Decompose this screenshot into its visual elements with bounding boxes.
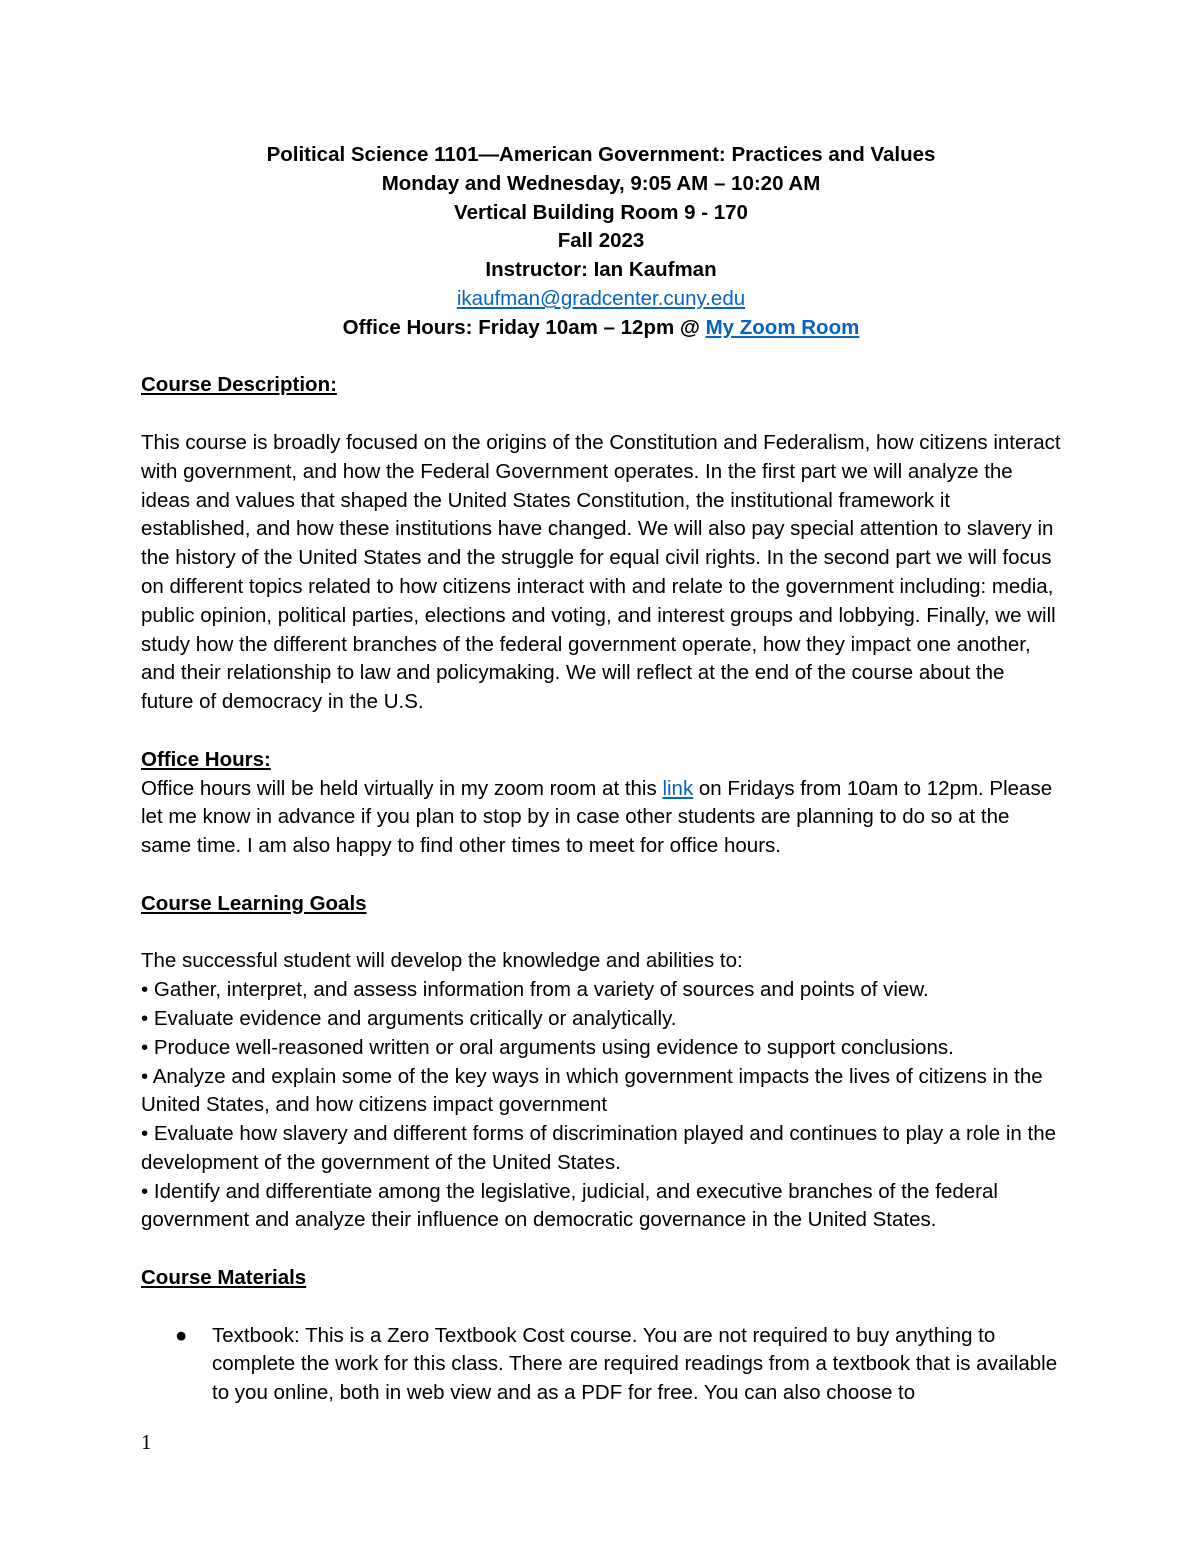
spacer	[141, 919, 1061, 948]
spacer	[141, 343, 1061, 372]
office-hours-line	[141, 314, 1061, 343]
learning-goal-item: • Produce well-reasoned written or oral arguments using evidence to support conclusions.	[141, 1035, 954, 1059]
learning-goals-section	[141, 890, 1061, 1236]
course-schedule: Monday and Wednesday, 9:05 AM – 10:20 AM	[381, 171, 821, 195]
office-hours-section	[141, 746, 1061, 861]
office-hours-text-after: on Fridays from 10am to 12pm. Please let me know in advance if you plan to stop by in case other students are planning to do so at the same time. I am also happy to find other times to meet for office hours.	[141, 776, 1058, 858]
page-number: 1	[141, 1430, 152, 1454]
learning-goal-item: • Identify and differentiate among the legislative, judicial, and executive branches of the federal government and analyze their influence on democratic governance in the United States.	[141, 1179, 998, 1232]
spacer	[141, 717, 1061, 746]
document-body	[141, 141, 1061, 1408]
course-description-section	[141, 371, 1061, 717]
spacer	[141, 400, 1061, 429]
office-hours-link[interactable]: link	[662, 776, 694, 800]
learning-goals-list	[141, 976, 1061, 1235]
course-description-body: This course is broadly focused on the origins of the Constitution and Federalism, how citizens interact with government, and how the Federal Government operates. In the first part we will analyze the ideas and values that shaped the United States Constitution, the institutional framework it established, and how these institutions have changed. We will also pay special attention to slavery in the history of the United States and the struggle for equal civil rights. In the second part we will focus on different topics related to how citizens interact with and relate to the government including: media, public opinion, political parties, elections and voting, and interest groups and lobbying. Finally, we will study how the different branches of the federal government operate, how they impact one another, and their relationship to law and policymaking. We will reflect at the end of the course about the future of democracy in the U.S.	[141, 430, 1061, 714]
course-room: Vertical Building Room 9 - 170	[454, 200, 748, 224]
spacer	[141, 1293, 1061, 1322]
course-description-heading: Course Description:	[141, 373, 337, 397]
learning-goal-item: • Evaluate how slavery and different forms of discrimination played and continues to play a role in the development of the government of the United States.	[141, 1122, 1057, 1174]
learning-goals-heading: Course Learning Goals	[141, 891, 367, 915]
instructor-email-link[interactable]: ikaufman@gradcenter.cuny.edu	[456, 286, 746, 310]
learning-goals-intro: The successful student will develop the knowledge and abilities to:	[141, 949, 743, 973]
course-title: Political Science 1101—American Government: Practices and Values	[266, 143, 936, 166]
course-material-item	[141, 1322, 1061, 1408]
learning-goal-item: • Evaluate evidence and arguments critically or analytically.	[141, 1006, 677, 1030]
email-line	[141, 285, 1061, 314]
zoom-room-link[interactable]: My Zoom Room	[705, 315, 860, 339]
office-hours-heading: Office Hours:	[141, 747, 271, 771]
spacer	[141, 1235, 1061, 1264]
course-material-text: Textbook: This is a Zero Textbook Cost course. You are not required to buy anything to complete the work for this class. There are required readings from a textbook that is available to you online, both in web view and as a PDF for free. You can also choose to	[212, 1323, 1058, 1405]
office-hours-body	[141, 775, 1061, 861]
syllabus-header	[141, 141, 1061, 343]
spacer	[141, 861, 1061, 890]
instructor-name: Instructor: Ian Kaufman	[485, 258, 717, 282]
course-materials-list	[141, 1322, 1061, 1408]
learning-goal-item: • Gather, interpret, and assess information from a variety of sources and points of view.	[141, 978, 929, 1002]
office-hours-text-before: Office hours will be held virtually in my zoom room at this	[141, 776, 663, 800]
course-materials-heading: Course Materials	[141, 1266, 307, 1290]
learning-goal-item: • Analyze and explain some of the key ways in which government impacts the lives of citizens in the United States, and how citizens impact government	[141, 1064, 1043, 1117]
office-hours-prefix: Office Hours: Friday 10am – 12pm @	[342, 315, 706, 339]
course-materials-section	[141, 1264, 1061, 1408]
bullet-icon: ●	[175, 1323, 188, 1347]
course-term: Fall 2023	[557, 229, 645, 253]
